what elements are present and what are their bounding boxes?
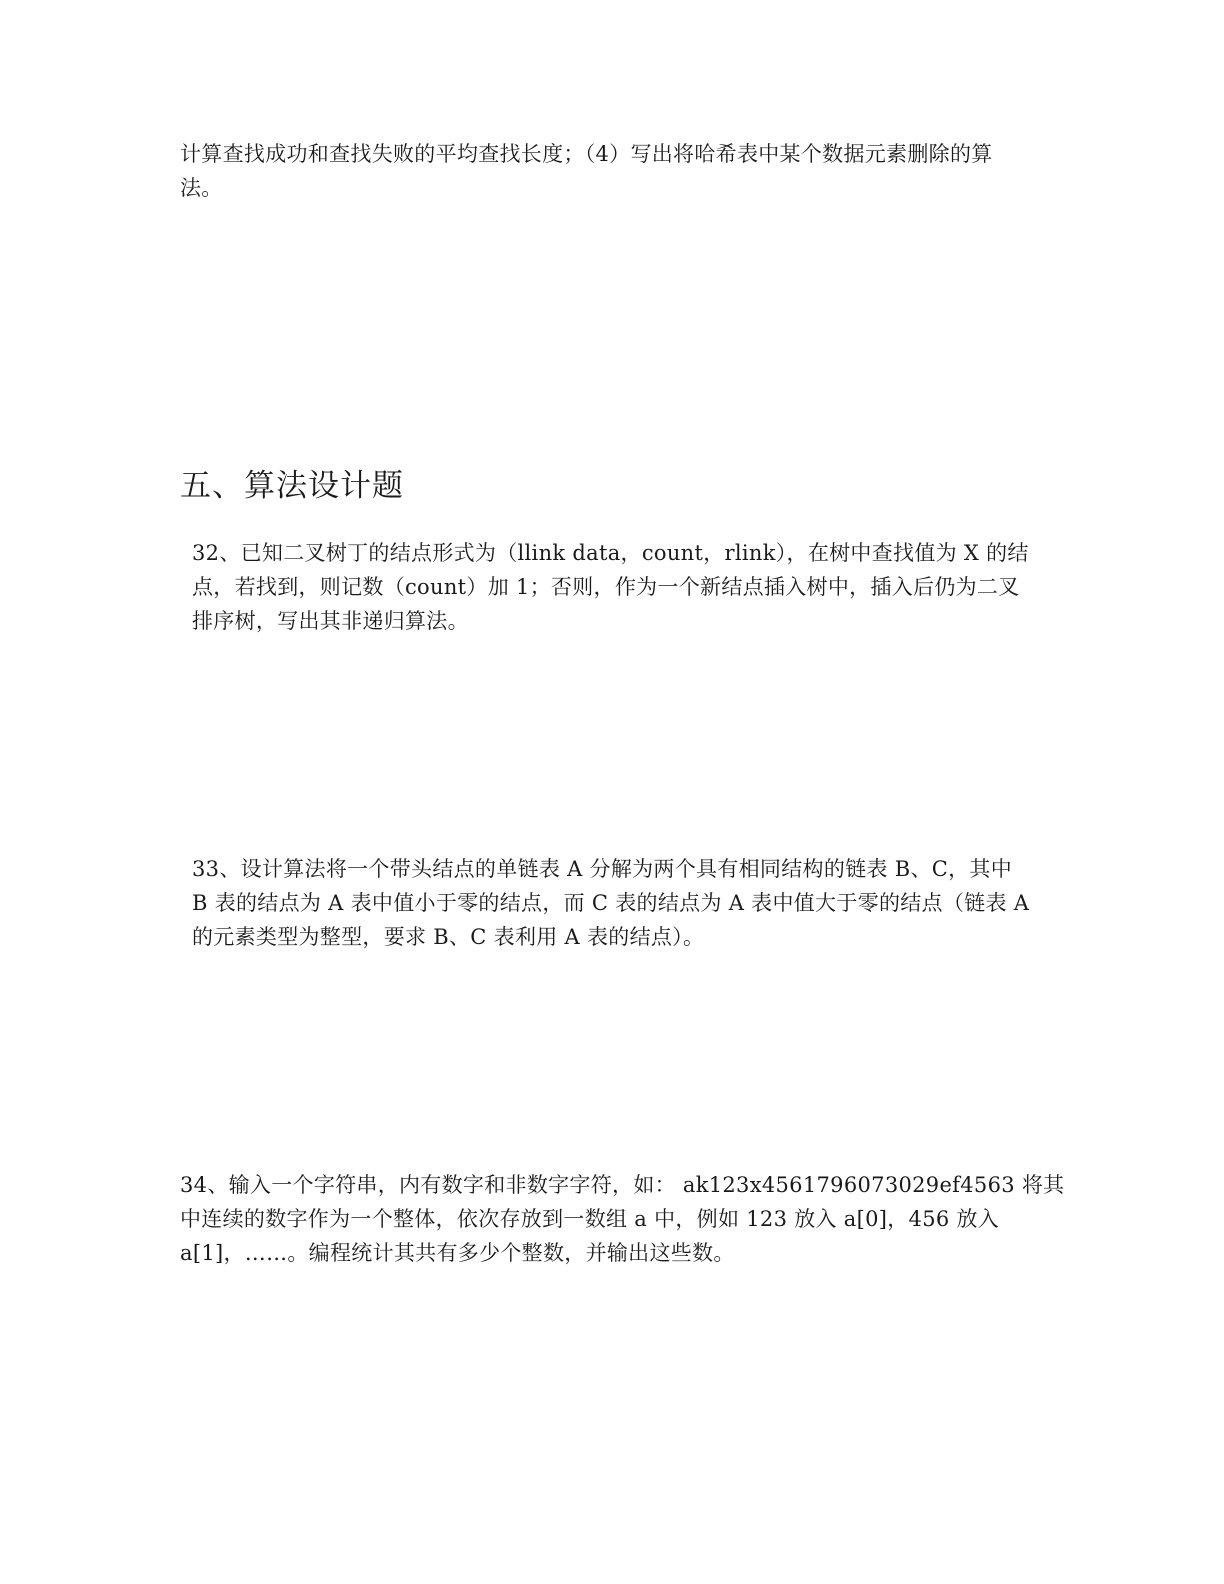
text-line: 法。 <box>180 176 223 200</box>
text-line: 34、输入一个字符串，内有数字和非数字字符，如： ak123x4561796073029ef4563 将其 <box>180 1173 1065 1197</box>
text-line: 排序树，写出其非递归算法。 <box>192 609 469 633</box>
text-line: 点，若找到，则记数（count）加 1；否则，作为一个新结点插入树中，插入后仍为二叉 <box>192 575 1020 599</box>
question-33 <box>192 852 1029 954</box>
text-line: 33、设计算法将一个带头结点的单链表 A 分解为两个具有相同结构的链表 B、C，其中 <box>192 857 1013 881</box>
text-line: 的元素类型为整型，要求 B、C 表利用 A 表的结点）。 <box>192 925 705 949</box>
text-line: B 表的结点为 A 表中值小于零的结点，而 C 表的结点为 A 表中值大于零的结点（链表 A <box>192 891 1030 915</box>
intro-paragraph <box>180 137 993 205</box>
text-line: 中连续的数字作为一个整体，依次存放到一数组 a 中，例如 123 放入 a[0]，456 放入 <box>180 1207 1000 1231</box>
question-34 <box>180 1168 1064 1270</box>
section-heading: 五、算法设计题 <box>180 468 404 504</box>
text-line: a[1]，……。编程统计其共有多少个整数，并输出这些数。 <box>180 1241 735 1265</box>
question-32 <box>192 536 1029 638</box>
text-line: 计算查找成功和查找失败的平均查找长度；（4）写出将哈希表中某个数据元素删除的算 <box>180 142 993 166</box>
text-line: 32、已知二叉树丁的结点形式为（llink data，count，rlink），在树中查找值为 X 的结 <box>192 541 1029 565</box>
